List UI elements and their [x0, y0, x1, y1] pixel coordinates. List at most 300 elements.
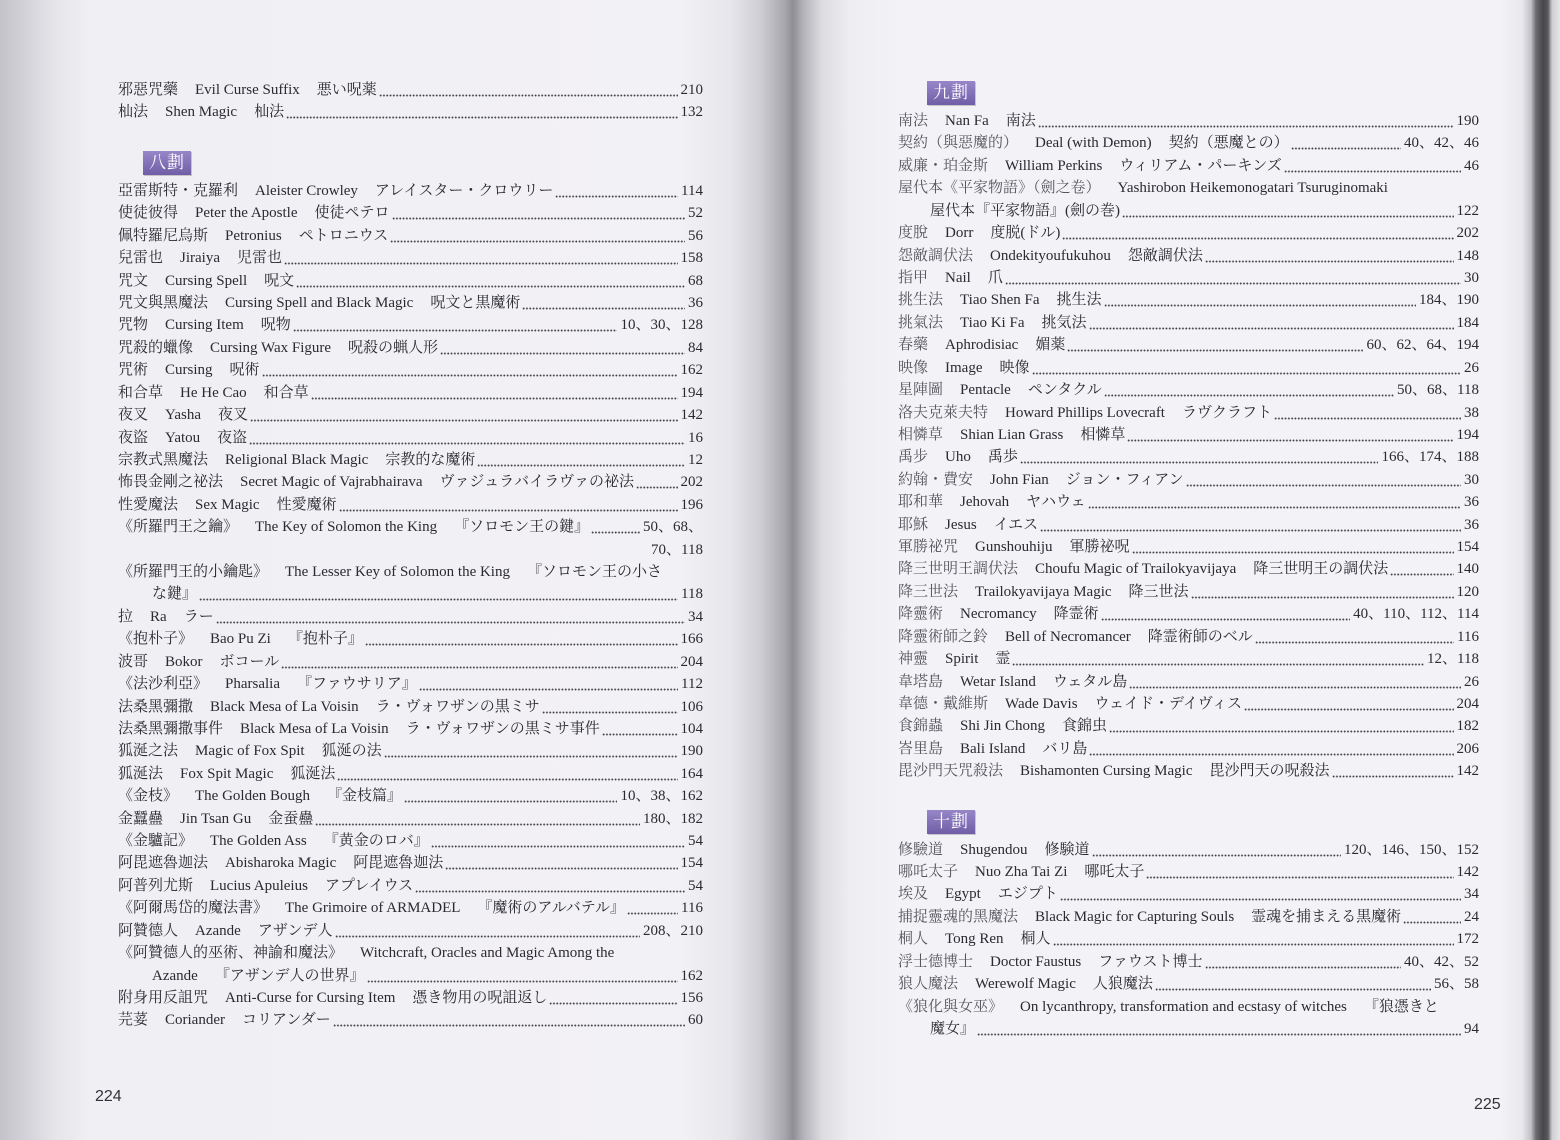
- dot-leader: [1109, 715, 1453, 737]
- term-japanese: 『ソロモン王の鍵』: [454, 519, 590, 536]
- dot-leader: [1053, 928, 1454, 950]
- index-entry: [118, 696, 703, 718]
- index-entry: [118, 875, 703, 897]
- term-chinese: 契約（與惡魔的）: [898, 135, 1019, 152]
- term-chinese: 洛夫克萊夫特: [898, 404, 989, 421]
- page-references: 112: [681, 676, 703, 693]
- page-references: 156: [680, 990, 703, 1006]
- page-number: 224: [95, 1088, 122, 1105]
- term-japanese: 人狼魔法: [1092, 976, 1153, 993]
- term-japanese: 『アザンデ人の世界』: [214, 967, 365, 984]
- dot-leader: [1332, 760, 1454, 782]
- dot-leader: [602, 718, 678, 740]
- index-entry: [118, 651, 703, 673]
- index-entry: [118, 427, 703, 449]
- page-references: 24: [1464, 908, 1479, 925]
- dot-leader: [440, 337, 685, 359]
- page-references: 132: [680, 104, 703, 121]
- dot-leader: [415, 875, 685, 897]
- page-references: 158: [680, 250, 703, 267]
- dot-leader: [365, 628, 678, 650]
- dot-leader: [477, 449, 685, 471]
- term-english: Werewolf Magic: [975, 976, 1076, 993]
- page-references: 166、174、188: [1381, 449, 1479, 466]
- term-english: Yashirobon Heikemonogatari Tsuruginomaki: [1117, 180, 1388, 197]
- index-entry: [898, 603, 1479, 625]
- page-references: 140: [1456, 561, 1479, 578]
- index-entry: [118, 808, 703, 830]
- page-references: 38: [1464, 404, 1479, 421]
- page-references: 34: [1464, 886, 1479, 903]
- page-references: 206: [1456, 740, 1479, 757]
- index-entry: [118, 471, 703, 493]
- section-heading: 八劃: [143, 151, 191, 175]
- term-chinese: 咒物: [118, 317, 149, 334]
- term-japanese: 呪文: [264, 272, 295, 289]
- term-japanese: 南法: [1005, 113, 1036, 129]
- index-entry: [898, 648, 1479, 670]
- index-entry: [118, 920, 703, 942]
- dot-leader: [1155, 973, 1431, 995]
- page-references: 114: [681, 182, 703, 199]
- index-entry: [118, 225, 703, 247]
- page-references: 10、38、162: [620, 788, 703, 805]
- dot-leader: [404, 785, 617, 807]
- index-entry: [118, 337, 703, 359]
- right-page: [780, 0, 1560, 1140]
- dot-leader: [522, 292, 685, 314]
- dot-leader: [1186, 469, 1461, 491]
- index-entry: [898, 132, 1479, 154]
- page-references: 116: [1457, 628, 1479, 645]
- term-english: Howard Phillips Lovecraft: [1005, 404, 1165, 421]
- page-references: 34: [688, 608, 703, 625]
- term-chinese: 附身用反詛咒: [118, 990, 209, 1006]
- page-references: 30: [1464, 471, 1479, 488]
- term-chinese: 《阿贊德人的巫術、神諭和魔法》: [118, 945, 344, 962]
- page-references: 12、118: [1427, 651, 1479, 668]
- page-references: 164: [680, 765, 703, 782]
- dot-leader: [199, 583, 678, 605]
- page-references: 36: [1464, 516, 1479, 533]
- dot-leader: [1205, 245, 1454, 267]
- term-chinese: 屋代本《平家物語》（劍之卷）: [898, 180, 1101, 197]
- term-japanese: 『抱朴子』: [287, 631, 363, 648]
- term-japanese: 降三世法: [1128, 583, 1189, 600]
- term-chinese: 兒雷也: [118, 250, 164, 267]
- index-column: [118, 0, 703, 1140]
- dot-leader: [1038, 110, 1454, 132]
- index-entry-continuation: [118, 965, 703, 987]
- index-entry: [898, 839, 1479, 861]
- term-chinese: 度脫: [898, 225, 929, 242]
- term-chinese: 杣法: [118, 104, 149, 121]
- term-chinese: 波哥: [118, 653, 149, 670]
- index-entry: [118, 180, 703, 202]
- page-references: 122: [1456, 202, 1479, 219]
- term-english: Jin Tsan Gu: [180, 810, 252, 827]
- term-english: Black Mesa of La Voisin: [240, 720, 389, 737]
- term-english: Anti-Curse for Cursing Item: [225, 990, 396, 1006]
- term-chinese: 捕捉靈魂的黑魔法: [898, 908, 1019, 925]
- term-english: Doctor Faustus: [990, 953, 1082, 970]
- index-entry-continuation: [118, 539, 703, 561]
- term-japanese: ウィリアム・パーキンズ: [1119, 157, 1282, 174]
- term-japanese: 憑き物用の呪詛返し: [412, 990, 548, 1006]
- term-japanese: ファウスト博士: [1098, 953, 1203, 970]
- dot-leader: [293, 314, 618, 336]
- term-english: Choufu Magic of Trailokyavijaya: [1035, 561, 1237, 578]
- term-chinese: 狼人魔法: [898, 976, 959, 993]
- term-chinese: 邪惡咒藥: [118, 82, 179, 98]
- dot-leader: [591, 516, 640, 538]
- dot-leader: [296, 270, 685, 292]
- index-entry: [118, 897, 703, 919]
- page-references: 16: [688, 429, 703, 446]
- term-chinese: 阿普列尤斯: [118, 877, 194, 894]
- term-japanese: 霊魂を捕まえる黒魔術: [1251, 908, 1402, 925]
- term-english: Nail: [945, 269, 971, 286]
- term-japanese: 呪文と黒魔術: [430, 294, 521, 311]
- term-chinese: 降三世明王調伏法: [898, 561, 1019, 578]
- dot-leader: [1244, 693, 1454, 715]
- dot-leader: [1089, 738, 1453, 760]
- page-references: 60、62、64、194: [1366, 337, 1479, 354]
- dot-leader: [1088, 491, 1461, 513]
- dot-leader: [250, 404, 677, 426]
- dot-leader: [1146, 861, 1453, 883]
- term-english: The Golden Ass: [210, 833, 307, 849]
- page-references: 50、68、: [642, 519, 703, 536]
- term-english: Nuo Zha Tai Zi: [975, 864, 1068, 880]
- term-english: Cursing: [165, 362, 213, 379]
- term-japanese: 夜叉: [218, 407, 249, 423]
- term-english: Uho: [945, 449, 971, 466]
- page-references: 68: [688, 272, 703, 289]
- dot-leader: [1284, 155, 1461, 177]
- index-entry: [118, 516, 703, 538]
- index-entry: [898, 222, 1479, 244]
- term-chinese: 約翰・費安: [898, 471, 974, 488]
- term-english: Jesus: [945, 516, 977, 533]
- term-english: Wetar Island: [960, 673, 1036, 690]
- index-entry: [898, 536, 1479, 558]
- index-entry: [898, 861, 1479, 883]
- term-japanese: 哪吒太子: [1084, 864, 1145, 880]
- term-chinese: 毘沙門天咒殺法: [898, 763, 1004, 780]
- page-references: 94: [1464, 1021, 1479, 1037]
- index-entry: [118, 494, 703, 516]
- term-japanese: 契約（悪魔との）: [1168, 135, 1289, 152]
- term-japanese: な鍵』: [152, 586, 198, 603]
- page-references: 118: [681, 586, 703, 603]
- dot-leader: [249, 427, 685, 449]
- index-entry: [898, 379, 1479, 401]
- term-chinese: 降三世法: [898, 583, 959, 600]
- term-english: The Golden Bough: [195, 788, 310, 805]
- dot-leader: [1104, 289, 1416, 311]
- term-japanese: ペトロニウス: [298, 227, 389, 244]
- term-chinese: 指甲: [898, 269, 929, 286]
- term-japanese: ラ・ヴォワザンの黒ミサ: [375, 698, 540, 715]
- term-english: John Fian: [990, 471, 1049, 488]
- term-japanese: 狐涎の法: [321, 743, 382, 760]
- term-english: Ondekityoufukuhou: [990, 247, 1111, 264]
- term-japanese: 夜盗: [217, 429, 248, 446]
- term-japanese: 金蚕蠱: [268, 810, 314, 827]
- page-references: 54: [688, 877, 703, 894]
- index-entry: [118, 628, 703, 650]
- term-japanese: 毘沙門天の呪殺法: [1209, 763, 1330, 780]
- index-entry: [898, 693, 1479, 715]
- term-japanese: 怨敵調伏法: [1127, 247, 1203, 264]
- page-references: 40、42、52: [1403, 953, 1479, 970]
- term-english: Dorr: [945, 225, 974, 242]
- term-chinese: 《金枝》: [118, 788, 179, 805]
- page-references: 196: [680, 496, 703, 513]
- page-references: 194: [680, 384, 703, 401]
- index-entry: [898, 312, 1479, 334]
- term-chinese: 咒文與黑魔法: [118, 294, 209, 311]
- term-english: Shen Magic: [165, 104, 238, 121]
- term-english: Petronius: [225, 227, 282, 244]
- page-references: 154: [1456, 539, 1479, 555]
- term-english: Ra: [150, 608, 167, 625]
- index-entry: [898, 289, 1479, 311]
- page-references: 184、190: [1418, 292, 1479, 309]
- term-chinese: 修驗道: [898, 841, 944, 858]
- page-references: 52: [688, 205, 703, 222]
- term-chinese: 阿毘遮魯迦法: [118, 855, 209, 872]
- term-chinese: 《所羅門王的小鑰匙》: [118, 564, 269, 580]
- page-references: 162: [680, 362, 703, 379]
- index-entry: [118, 830, 703, 852]
- page-references: 142: [680, 407, 703, 423]
- index-entry: [898, 110, 1479, 132]
- term-japanese: 『ソロモン王の小さ: [526, 564, 662, 580]
- dot-leader: [1127, 424, 1453, 446]
- index-entry: [118, 852, 703, 874]
- term-chinese: 佩特羅尼烏斯: [118, 227, 209, 244]
- dot-leader: [549, 987, 677, 1009]
- term-japanese: 『金枝篇』: [327, 788, 403, 805]
- term-japanese: 降三世明王の調伏法: [1253, 561, 1389, 578]
- dot-leader: [1274, 402, 1461, 424]
- index-entry: [898, 973, 1479, 995]
- dot-leader: [1040, 514, 1461, 536]
- page-references: 40、110、112、114: [1353, 606, 1479, 623]
- dot-leader: [1132, 536, 1454, 558]
- term-english: Evil Curse Suffix: [195, 82, 300, 98]
- term-japanese: 和合草: [263, 384, 309, 401]
- term-chinese: 《抱朴子》: [118, 631, 194, 648]
- page-references: 84: [688, 339, 703, 356]
- term-japanese: 爪: [987, 269, 1003, 286]
- term-chinese: 使徒彼得: [118, 205, 179, 222]
- page-references: 210: [680, 82, 703, 98]
- page-references: 148: [1456, 247, 1479, 264]
- index-entry: [898, 928, 1479, 950]
- term-english: Azande: [152, 967, 198, 984]
- page-references: 202: [1456, 225, 1479, 242]
- term-english: Shian Lian Grass: [960, 426, 1064, 443]
- page-references: 202: [680, 474, 703, 491]
- term-chinese: 《所羅門王之鑰》: [118, 519, 239, 536]
- term-english: Wade Davis: [1005, 695, 1078, 712]
- index-entry: [118, 673, 703, 695]
- term-english: Cursing Spell: [165, 272, 248, 289]
- term-chinese: 降靈術師之鈴: [898, 628, 989, 645]
- term-english: Bokor: [165, 653, 203, 670]
- term-english: Egypt: [945, 886, 981, 903]
- term-japanese: アレイスター・クロウリー: [374, 182, 554, 199]
- dot-leader: [445, 852, 677, 874]
- dot-leader: [1101, 603, 1350, 625]
- term-english: Aleister Crowley: [255, 182, 358, 199]
- term-japanese: 挑生法: [1056, 292, 1102, 309]
- page-references: 26: [1464, 359, 1479, 376]
- term-chinese: 和合草: [118, 384, 164, 401]
- term-english: Bali Island: [960, 740, 1026, 757]
- term-english: Nan Fa: [945, 113, 989, 129]
- index-entry: [118, 270, 703, 292]
- dot-leader: [284, 247, 677, 269]
- dot-leader: [337, 763, 677, 785]
- dot-leader: [1403, 906, 1461, 928]
- term-japanese: アザンデ人: [257, 922, 333, 939]
- term-english: Trailokyavijaya Magic: [975, 583, 1112, 600]
- page-references: 182: [1456, 718, 1479, 735]
- term-japanese: 性愛魔術: [276, 496, 337, 513]
- term-chinese: 拉: [118, 608, 134, 625]
- term-japanese: 呪物: [260, 317, 291, 334]
- term-english: Tiao Shen Fa: [960, 292, 1040, 309]
- term-chinese: 哪吒太子: [898, 864, 959, 880]
- term-chinese: 《金驢記》: [118, 833, 194, 849]
- term-english: Peter the Apostle: [195, 205, 298, 222]
- index-entry: [898, 402, 1479, 424]
- dot-leader: [1104, 379, 1394, 401]
- dot-leader: [1020, 446, 1379, 468]
- term-japanese: 降霊術師のベル: [1147, 628, 1253, 645]
- index-entry: [118, 247, 703, 269]
- page-references: 46: [1464, 157, 1479, 174]
- term-english: Pentacle: [960, 382, 1011, 398]
- term-japanese: ラ・ヴォワザンの黒ミサ事件: [405, 720, 600, 737]
- term-japanese: ラヴクラフト: [1181, 404, 1272, 421]
- term-chinese: 法桑黑彌撒事件: [118, 720, 224, 737]
- term-chinese: 怨敵調伏法: [898, 247, 974, 264]
- term-chinese: 《阿爾馬岱的魔法書》: [118, 900, 269, 917]
- term-japanese: 霊: [995, 651, 1011, 668]
- dot-leader: [1062, 222, 1453, 244]
- dot-leader: [1012, 648, 1424, 670]
- term-chinese: 耶穌: [898, 516, 929, 533]
- index-entry: [118, 785, 703, 807]
- term-japanese: ペンタクル: [1027, 382, 1102, 398]
- index-entry: [118, 404, 703, 426]
- page-references: 36: [1464, 494, 1479, 511]
- page-references: 36: [688, 294, 703, 311]
- term-japanese: 屋代本『平家物語』(劍の巻): [930, 202, 1120, 219]
- index-entry: [898, 155, 1479, 177]
- index-entry: [898, 738, 1479, 760]
- dot-leader: [286, 101, 677, 123]
- term-japanese: バリ島: [1042, 740, 1088, 757]
- dot-leader: [542, 696, 678, 718]
- term-chinese: 星陣圖: [898, 382, 944, 398]
- term-japanese: ヴァジュラバイラヴァの祕法: [439, 474, 634, 491]
- term-chinese: 宗教式黑魔法: [118, 451, 209, 468]
- dot-leader: [1255, 626, 1454, 648]
- term-english: Witchcraft, Oracles and Magic Among the: [360, 945, 615, 962]
- term-japanese: ヤハウェ: [1026, 494, 1086, 511]
- page-references: 142: [1456, 864, 1479, 880]
- term-japanese: 魔女』: [930, 1021, 976, 1037]
- dot-leader: [1089, 312, 1454, 334]
- page-references: 204: [1456, 695, 1479, 712]
- index-entry: [898, 760, 1479, 782]
- index-entry: [898, 626, 1479, 648]
- term-english: Lucius Apuleius: [210, 877, 308, 894]
- term-english: Deal (with Demon): [1035, 135, 1152, 152]
- page-references: 194: [1456, 426, 1479, 443]
- term-english: Bell of Necromancer: [1005, 628, 1131, 645]
- index-entry: [898, 581, 1479, 603]
- index-entry: [898, 996, 1479, 1018]
- index-entry: [898, 514, 1479, 536]
- term-english: Black Magic for Capturing Souls: [1035, 908, 1235, 925]
- index-entry: [898, 424, 1479, 446]
- page-references: 184: [1456, 314, 1479, 331]
- dot-leader: [392, 202, 685, 224]
- page-references: 120: [1456, 583, 1479, 600]
- term-japanese: 悪い呪薬: [316, 82, 377, 98]
- term-english: Spirit: [945, 651, 979, 668]
- term-english: Image: [945, 359, 983, 376]
- dot-leader: [1092, 839, 1341, 861]
- page-references: 50、68、118: [1397, 382, 1479, 398]
- term-japanese: 宗教的な魔術: [385, 451, 476, 468]
- term-chinese: 亞雷斯特・克羅利: [118, 182, 239, 199]
- term-chinese: 咒術: [118, 362, 149, 379]
- term-english: The Key of Solomon the King: [255, 519, 438, 536]
- dot-leader: [339, 494, 678, 516]
- term-english: Necromancy: [960, 606, 1037, 623]
- term-chinese: 法桑黑彌撒: [118, 698, 194, 715]
- term-japanese: 度脱(ドル): [990, 225, 1061, 242]
- index-entry-continuation: [118, 583, 703, 605]
- dot-leader: [555, 180, 678, 202]
- page-references: 154: [680, 855, 703, 872]
- term-japanese: 修験道: [1044, 841, 1090, 858]
- dot-leader: [281, 651, 677, 673]
- index-entry: [118, 79, 703, 101]
- term-japanese: 媚薬: [1035, 337, 1066, 354]
- term-chinese: 金蠶蠱: [118, 810, 164, 827]
- dot-leader: [1205, 951, 1401, 973]
- dot-leader: [262, 359, 678, 381]
- page-references: 30: [1464, 269, 1479, 286]
- term-japanese: 阿毘遮魯迦法: [353, 855, 444, 872]
- term-japanese: エジプト: [997, 886, 1058, 903]
- term-chinese: 食錦蟲: [898, 718, 944, 735]
- term-japanese: ウェタル島: [1052, 673, 1128, 690]
- term-japanese: 使徒ペテロ: [314, 205, 390, 222]
- index-entry: [898, 558, 1479, 580]
- term-chinese: 韋塔島: [898, 673, 944, 690]
- term-chinese: 狐涎之法: [118, 743, 179, 760]
